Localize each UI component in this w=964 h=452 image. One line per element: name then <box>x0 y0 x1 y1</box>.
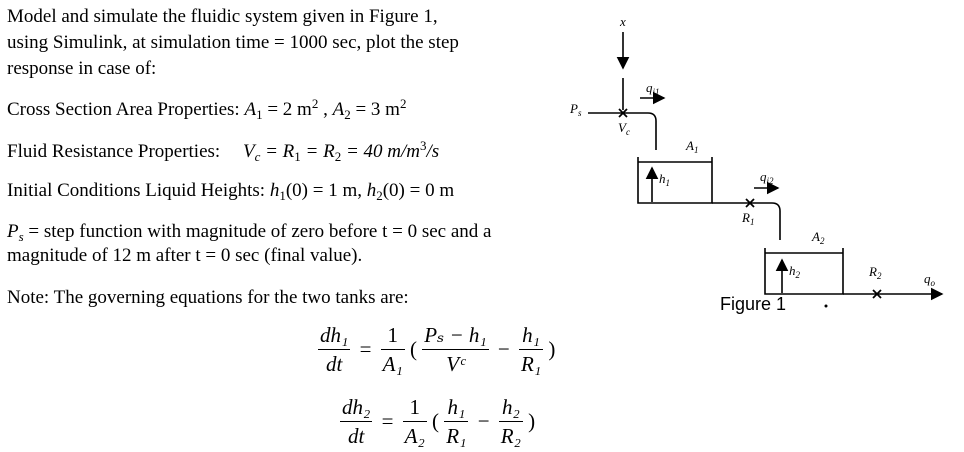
a2-symbol: A <box>332 99 345 120</box>
equation-2 <box>340 394 535 449</box>
eq2-frac-2-den: R₂ <box>500 424 521 448</box>
vc-symbol: V <box>242 141 255 162</box>
ps-symbol: P <box>7 221 19 242</box>
eq1-frac-2-den: R₁ <box>521 352 542 376</box>
r1-symbol: = R <box>260 141 295 162</box>
eq2-frac-1-den: R₁ <box>446 424 467 448</box>
label-r1 <box>741 210 754 227</box>
note-text: Note: The governing equations for the two tanks are: <box>7 287 409 308</box>
h1-initial-value: (0) = 1 m, <box>285 180 362 201</box>
eq1-paren-close: ) <box>548 337 556 361</box>
eq1-frac-1-num: Pₛ − h₁ <box>422 322 488 350</box>
eq1-frac-1 <box>422 322 488 377</box>
eq2-frac-2-num: h₂ <box>499 394 523 422</box>
h2-sub: 2 <box>376 188 383 203</box>
area-label: Cross Section Area Properties: <box>7 99 240 120</box>
eq2-paren-open: ( <box>432 409 440 433</box>
eq2-frac-1 <box>444 394 468 449</box>
label-vc-main: V <box>618 120 626 135</box>
eq1-equals: = <box>359 337 372 361</box>
two-tank-diagram <box>560 0 960 330</box>
label-qi1-sub: i1 <box>652 87 660 97</box>
initial-label: Initial Conditions Liquid Heights: <box>7 180 266 201</box>
label-qo-sub: o <box>930 278 935 288</box>
label-qi2-main: q <box>760 169 767 184</box>
label-qo <box>924 271 936 288</box>
label-r2-main: R <box>869 264 877 279</box>
intro-line-1: Model and simulate the fluidic system given in Figure 1, <box>7 6 438 27</box>
r2-symbol: = R <box>300 141 335 162</box>
h1-symbol: h <box>269 180 280 201</box>
eq2-frac-1-num: h₁ <box>444 394 468 422</box>
eq2-coef-den: A₂ <box>404 424 425 448</box>
a1-exp: 2 <box>311 96 319 111</box>
label-h1-main: h <box>659 171 666 186</box>
eq2-coef-num: 1 <box>403 394 427 422</box>
resistance-label: Fluid Resistance Properties: <box>7 141 221 162</box>
figure-caption: Figure 1 <box>720 294 787 314</box>
a1-sub: 1 <box>256 107 263 122</box>
eq1-frac-1-den: Vᶜ <box>446 352 465 376</box>
eq2-minus: − <box>477 409 490 433</box>
label-h2-main: h <box>789 263 796 278</box>
label-r1-main: R <box>742 210 750 225</box>
label-vc <box>618 120 630 137</box>
eq1-minus: − <box>497 337 510 361</box>
ps-line-2: magnitude of 12 m after t = 0 sec (final value). <box>7 245 363 266</box>
h2-symbol: h <box>366 180 377 201</box>
label-ps <box>569 101 582 118</box>
label-r1-sub: 1 <box>749 217 755 227</box>
eq1-lhs-num: dh₁ <box>318 322 350 350</box>
eq1-paren-open: ( <box>410 337 418 361</box>
resistance-value: = 40 m/m <box>341 141 421 162</box>
label-qo-main: q <box>924 271 931 286</box>
r1-sub: 1 <box>294 149 301 164</box>
label-r2 <box>868 264 882 281</box>
h2-initial-value: (0) = 0 m <box>382 180 455 201</box>
ps-sub: s <box>18 229 24 244</box>
label-ps-main: P <box>570 101 578 116</box>
label-h1-sub: 1 <box>665 178 670 188</box>
a2-sub: 2 <box>344 107 351 122</box>
eq1-frac-2 <box>519 322 543 377</box>
resistance-unit-tail: /s <box>426 141 440 162</box>
eq1-frac-2-num: h₁ <box>519 322 543 350</box>
label-a1-main: A <box>686 138 694 153</box>
label-a2 <box>811 229 825 246</box>
label-a2-sub: 2 <box>819 236 825 246</box>
eq1-lhs-den: dt <box>325 352 343 376</box>
a1-symbol: A <box>244 99 257 120</box>
a1-value: = 2 m <box>262 99 312 120</box>
eq2-frac-2 <box>499 394 523 449</box>
eq2-lhs <box>340 394 372 449</box>
intro-line-2: using Simulink, at simulation time = 1000 sec, plot the step <box>7 32 459 53</box>
label-qi2 <box>760 169 774 186</box>
inflow-pipe-1 <box>648 113 656 150</box>
label-a1 <box>685 138 698 155</box>
label-a2-main: A <box>812 229 820 244</box>
eq2-paren-close: ) <box>528 409 536 433</box>
label-a1-sub: 1 <box>693 145 699 155</box>
initial-conditions-line <box>7 179 454 203</box>
tank-1 <box>638 157 712 203</box>
eq2-equals: = <box>381 409 394 433</box>
eq1-lhs <box>318 322 350 377</box>
r2-sub: 2 <box>334 149 342 164</box>
label-qi2-sub: i2 <box>766 176 774 186</box>
eq2-lhs-num: dh₂ <box>340 394 372 422</box>
a2-value: = 3 m <box>350 99 400 120</box>
equation-1 <box>318 322 555 377</box>
eq2-lhs-den: dt <box>347 424 365 448</box>
label-ps-sub: s <box>577 108 582 118</box>
label-h2 <box>789 263 801 280</box>
label-qi1-main: q <box>646 80 653 95</box>
inflow-pipe-2 <box>772 203 780 240</box>
label-x: x <box>620 14 626 29</box>
h1-sub: 1 <box>279 188 286 203</box>
ps-line-1 <box>7 220 491 244</box>
eq1-coef-num: 1 <box>381 322 405 350</box>
intro-line-3: response in case of: <box>7 58 157 79</box>
label-h2-sub: 2 <box>795 270 800 280</box>
vc-sub: c <box>254 149 261 164</box>
label-h1 <box>659 171 670 188</box>
ps-description: = step function with magnitude of zero before t = 0 sec and a <box>23 221 492 242</box>
a2-exp: 2 <box>399 96 407 111</box>
diagram-dot <box>825 305 828 308</box>
resistance-exp: 3 <box>420 138 427 153</box>
eq2-coef <box>403 394 427 449</box>
label-vc-sub: c <box>625 127 630 137</box>
area-separator: , <box>318 99 333 120</box>
eq1-coef-den: A₁ <box>382 352 403 376</box>
label-r2-sub: 2 <box>876 271 882 281</box>
eq1-coef <box>381 322 405 377</box>
resistance-properties-line <box>7 140 439 164</box>
area-properties-line <box>7 98 406 122</box>
tank-2 <box>765 248 843 294</box>
label-qi1 <box>646 80 660 97</box>
